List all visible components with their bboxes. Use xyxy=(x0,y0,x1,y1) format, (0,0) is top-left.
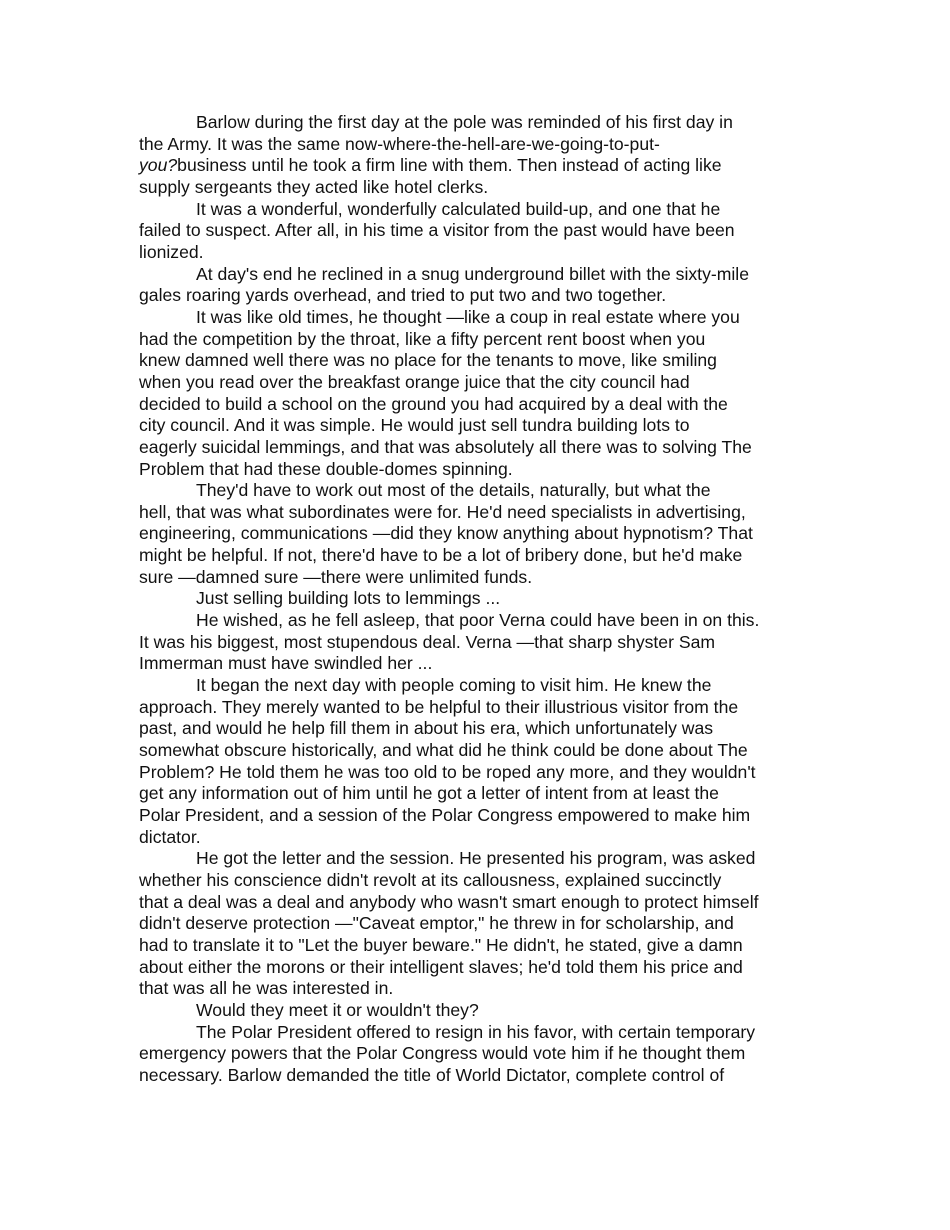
paragraph-8: It began the next day with people coming to visit him. He knew the approach. They merely wanted to be helpful to their illustrious visitor from the past, and would he help fill them in about his era, which unfortunately was somewhat obscure historically, and what did he think could be done about The Problem? He told them he was too old to be roped any more, and they wouldn't get any information out of him until he got a letter of intent from at least the Polar President, and a session of the Polar Congress empowered to make him dictator. xyxy=(139,675,756,847)
paragraph-7: He wished, as he fell asleep, that poor Verna could have been in on this. It was his biggest, most stupendous deal. Verna —that sharp shyster Sam Immerman must have swindled her ... xyxy=(139,610,760,674)
document-page xyxy=(139,112,829,1087)
paragraph-1-rest: business until he took a firm line with them. Then instead of acting like supply sergeants they acted like hotel clerks. xyxy=(139,155,722,197)
paragraph-10: Would they meet it or wouldn't they? xyxy=(196,999,479,1020)
paragraph-3: At day's end he reclined in a snug underground billet with the sixty-mile gales roaring yards overhead, and tried to put two and two together. xyxy=(139,263,749,306)
paragraph-9: He got the letter and the session. He presented his program, was asked whether his conscience didn't revolt at its callousness, explained succinctly that a deal was a deal and anybody who wasn't smart enough to protect himself didn't deserve protection —"Caveat emptor," he threw in for scholarship, and had to translate it to "Let the buyer beware." He didn't, he stated, give a damn about either the morons or their intelligent slaves; he'd told them his price and that was all he was interested in. xyxy=(139,848,759,999)
paragraph-1-line-1: Barlow during the first day at the pole was reminded of his first day in xyxy=(196,112,733,132)
paragraph-1-line-2: the Army. It was the same now-where-the-hell-are-we-going-to-put- xyxy=(139,133,660,154)
paragraph-4: It was like old times, he thought —like a coup in real estate where you had the competition by the throat, like a fifty percent rent boost when you knew damned well there was no place for the tenants to move, like smiling when you read over the breakfast orange juice that the city council had decided to build a school on the ground you had acquired by a deal with the city council. And it was simple. He would just sell tundra building lots to eagerly suicidal lemmings, and that was absolutely all there was to solving The Problem that had these double-domes spinning. xyxy=(139,306,752,479)
paragraph-5: They'd have to work out most of the details, naturally, but what the hell, that was what subordinates were for. He'd need specialists in advertising, engineering, communications —did they know anything about hypnotism? That might be helpful. If not, there'd have to be a lot of bribery done, but he'd make sure —damned sure —there were unlimited funds. xyxy=(139,480,753,587)
paragraph-1 xyxy=(139,112,829,199)
paragraph-2: It was a wonderful, wonderfully calculated build-up, and one that he failed to suspect. After all, in his time a visitor from the past would have been lionized. xyxy=(139,198,735,262)
paragraph-11: The Polar President offered to resign in his favor, with certain temporary emergency powers that the Polar Congress would vote him if he thought them necessary. Barlow demanded the title of World Dictator, complete control of xyxy=(139,1021,756,1085)
italic-word: you? xyxy=(139,155,178,176)
paragraph-6: Just selling building lots to lemmings ... xyxy=(196,588,501,609)
